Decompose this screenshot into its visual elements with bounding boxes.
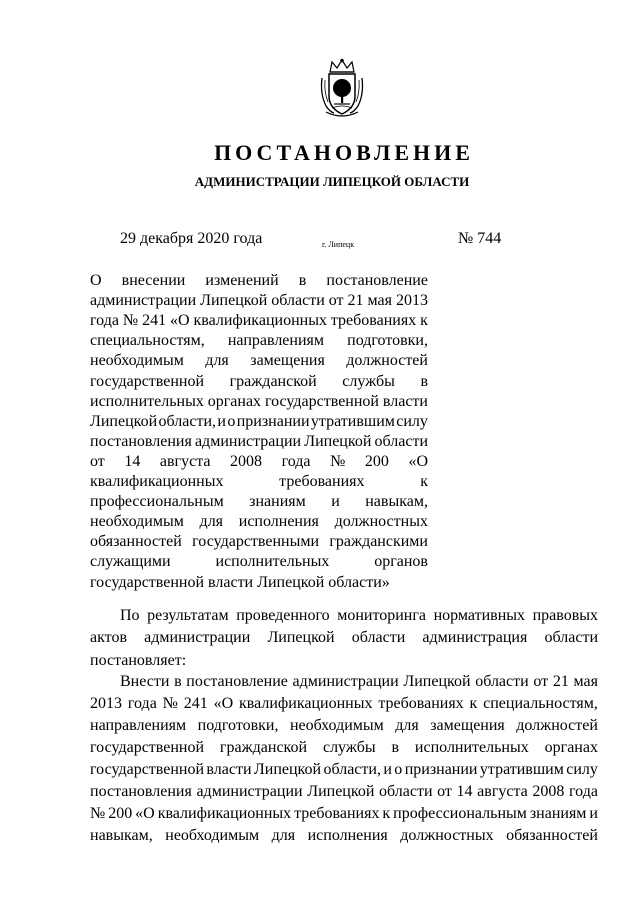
body-line: постановляет: <box>90 652 187 669</box>
subject-line: исполнительных органах государственной власти <box>90 392 428 410</box>
subject-line: от 14 августа 2008 года № 200 «О <box>90 452 428 470</box>
body-line: актов администрации Липецкой области администрация области <box>90 629 598 646</box>
subject-line: О внесении изменений в постановление <box>90 272 428 289</box>
subject-line: служащими исполнительных органов <box>90 553 428 571</box>
body-line: постановления администрации Липецкой области от 14 августа 2008 года <box>90 783 598 800</box>
document-title: ПОСТАНОВЛЕНИЕ <box>214 140 474 165</box>
subject-line: квалификационных требованиях к <box>90 473 428 490</box>
body-line: государственной гражданской службы в исполнительных органах <box>90 739 598 756</box>
subject-line: постановления администрации Липецкой области <box>90 432 428 450</box>
subject-line: обязанностей государственными гражданскими <box>90 533 428 551</box>
subject-line: Липецкой области, и о признании утратившим силу <box>90 412 428 430</box>
document-city: г. Липецк <box>322 240 355 249</box>
document-date: 29 декабря 2020 года <box>120 230 263 247</box>
body-line: По результатам проведенного мониторинга нормативных правовых <box>120 607 598 624</box>
body-line: направлениям подготовки, необходимым для замещения должностей <box>90 717 598 734</box>
subject-line: необходимым для замещения должностей <box>90 352 428 370</box>
coat-of-arms-emblem <box>318 58 366 118</box>
subject-line: администрации Липецкой области от 21 мая 2013 <box>90 292 428 310</box>
subject-line: государственной гражданской службы в <box>90 372 428 390</box>
issuer-name: АДМИНИСТРАЦИИ ЛИПЕЦКОЙ ОБЛАСТИ <box>194 174 470 189</box>
body-line: 2013 года № 241 «О квалификационных требованиях к специальностям, <box>90 695 598 712</box>
body-line: государственной власти Липецкой области, и о признании утратившим силу <box>90 761 598 778</box>
body-line: Внести в постановление администрации Липецкой области от 21 мая <box>120 673 598 690</box>
body-line: № 200 «О квалификационных требованиях к профессиональным знаниям и <box>90 805 598 822</box>
document-number: № 744 <box>458 230 502 247</box>
subject-line: года № 241 «О квалификационных требованиях к <box>90 312 428 330</box>
subject-line: профессиональным знаниям и навыкам, <box>90 493 428 511</box>
body-line: навыкам, необходимым для исполнения должностных обязанностей <box>90 827 598 844</box>
subject-line: специальностям, направлениям подготовки, <box>90 332 428 350</box>
subject-line: государственной власти Липецкой области» <box>90 573 390 591</box>
subject-line: необходимым для исполнения должностных <box>90 513 428 531</box>
